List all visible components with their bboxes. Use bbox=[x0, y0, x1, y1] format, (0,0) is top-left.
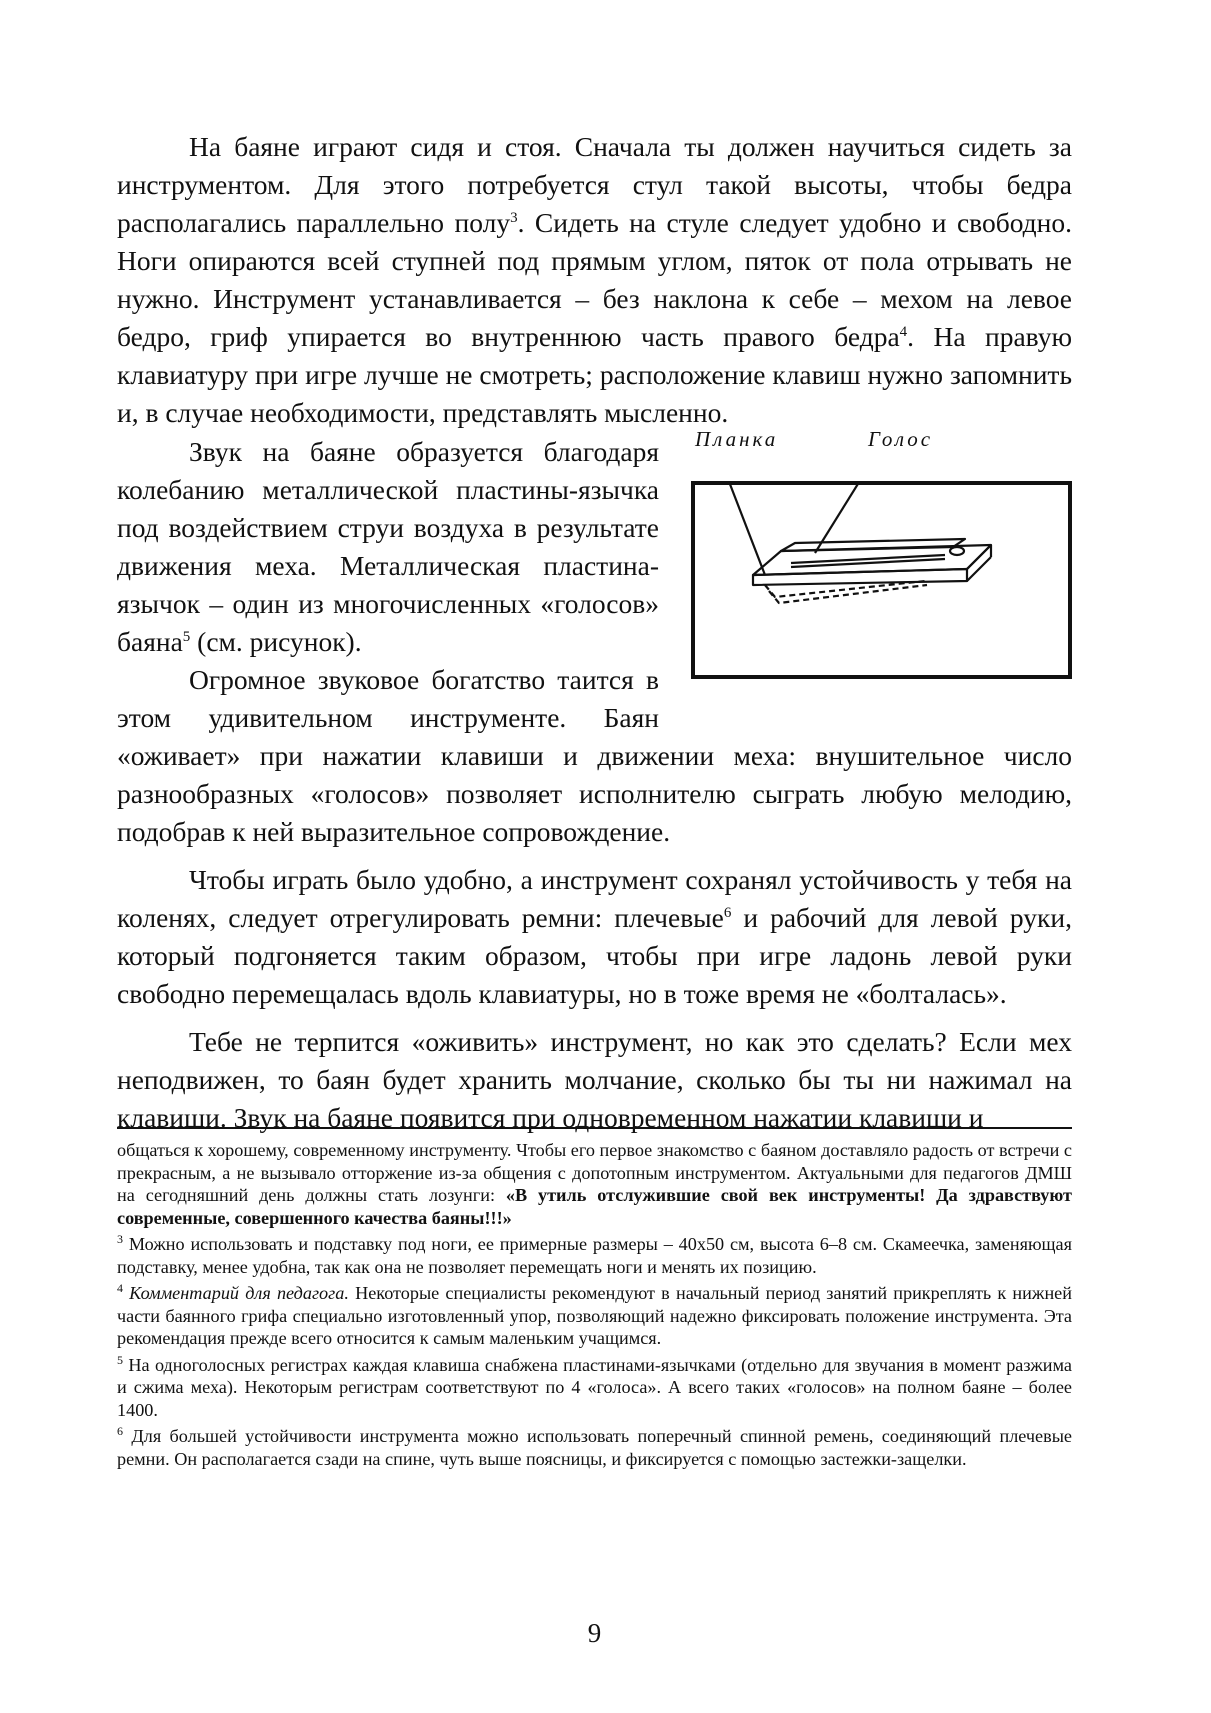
footnote-ref-6[interactable]: 6 bbox=[723, 904, 732, 921]
figure-label-golos: Голос bbox=[868, 427, 934, 451]
paragraph-3: Огромное звуковое богатство таится в этом удивительном инструменте. Баян «оживает» при нажатии клавиши и движении меха: внушительное число разнообразных «голосов» позволяет исполнителю сыграть любую мелодию, подобрав к ней выразительное сопровождение. bbox=[117, 664, 1072, 847]
footnote-ref-3[interactable]: 3 bbox=[510, 209, 518, 226]
footnote-ref-5[interactable]: 5 bbox=[182, 628, 191, 645]
paragraph-1: На баяне играют сидя и стоя. Сначала ты должен научиться сидеть за инструментом. Для этого потребуется стул такой высоты, чтобы бедра располагались параллельно полу$^3$. Сидеть на стуле следует удобно и свободно. Ноги опираются всей ступней под прямым углом, пяток от пола отрывать не нужно. Инструмент устанавливается – без наклона к себе – мехом на левое бедро, гриф упирается во внутреннюю часть правого бедра$^4$. На правую клавиатуру при игре лучше не смотреть; расположение клавиш нужно запомнить и, в случае необходимости, представлять мысленно. bbox=[117, 131, 1073, 428]
page bbox=[117, 0, 1072, 1713]
footnote-6: $^6$ Для большей устойчивости инструмента можно использовать поперечный спинной ремень, соединяющий плечевые ремни. Он располагается сзади на спине, чуть выше поясницы, и фиксируется с помощью застежки-защелки. bbox=[117, 1423, 1072, 1469]
footnote-divider bbox=[117, 1127, 1072, 1129]
float-section bbox=[117, 427, 1072, 1137]
footnote-4: $^4$ Комментарий для педагога. Некоторые специалисты рекомендуют в начальный период занятий прикреплять к нижней части баянного грифа специально изготовленный упор, позволяющий надежно фиксировать положение инструмента. Эта рекомендация прежде всего относится к самым маленьким учащимся. bbox=[117, 1280, 1072, 1348]
footnote-3: $^3$ Можно использовать и подставку под ноги, ее примерные размеры – 40х50 см, высота 6–8 см. Скамеечка, заменяющая подставку, менее удобна, так как она не позволяет перемещать ноги и менять их позицию. bbox=[117, 1231, 1072, 1277]
footnotes bbox=[117, 1139, 1072, 1470]
footnote-ref-4[interactable]: 4 bbox=[899, 323, 908, 340]
reed-drawing-icon bbox=[695, 485, 1068, 675]
reed-figure bbox=[687, 427, 1072, 707]
footnote-continued: общаться к хорошему, современному инструменту. Чтобы его первое знакомство с баяном доставляло радость от встречи с прекрасным, а не вызывало отторжение из-за общения с допотопным инструментом. Актуальными для педагогов ДМШ на сегодняшний день должны стать лозунги: «В утиль отслужившие свой век инструменты! Да здравствуют современные, совершенного качества баяны!!!» bbox=[117, 1140, 1072, 1228]
paragraph-5: Тебе не терпится «оживить» инструмент, но как это сделать? Если мех неподвижен, то баян будет хранить молчание, сколько бы ты ни нажимал на клавиши. Звук на баяне появится при одновременном нажатии клавиши и bbox=[117, 1026, 1072, 1133]
page-number: 9 bbox=[587, 1618, 602, 1648]
paragraph-4: Чтобы играть было удобно, а инструмент сохранял устойчивость у тебя на коленях, следует отрегулировать ремни: плечевые$^6$ и рабочий для левой руки, который подгоняется таким образом, чтобы при игре ладонь левой руки свободно перемещалась вдоль клавиатуры, но в тоже время не «болталась». bbox=[117, 864, 1072, 1009]
footnote-5: $^5$ На одноголосных регистрах каждая клавиша снабжена пластинами-язычками (отдельно для звучания в момент разжима и сжима меха). Некоторым регистрам соответствуют по 4 «голоса». А всего таких «голосов» на полном баяне – более 1400. bbox=[117, 1352, 1072, 1420]
figure-label-planka: Планка bbox=[695, 427, 779, 451]
figure-frame bbox=[691, 481, 1072, 679]
paragraph-2: Звук на баяне образуется благодаря колебанию металлической пластины-язычка под воздействием струи воздуха в результате движения меха. Металлическая пластина-язычок – один из многочисленных «голосов» баяна$^5$ (см. рисунок). bbox=[117, 436, 659, 657]
